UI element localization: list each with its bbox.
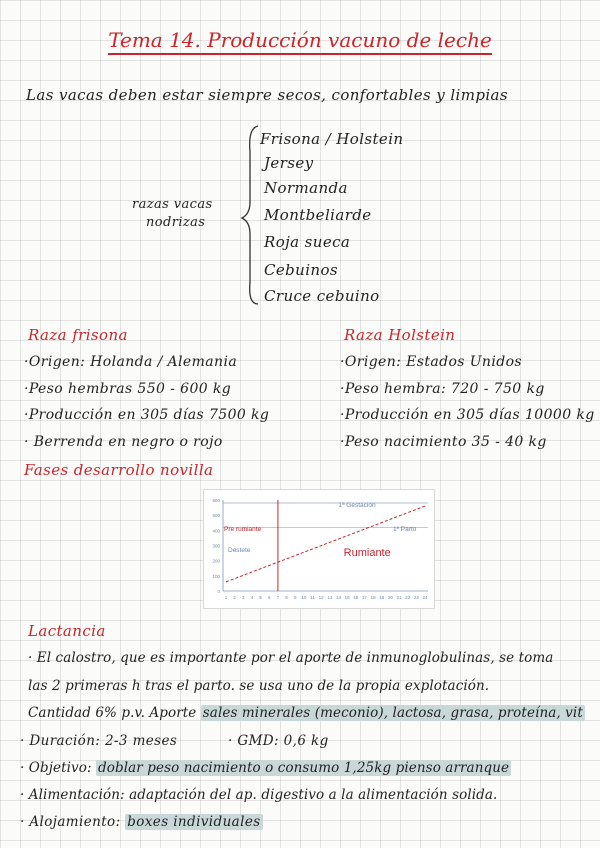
x-tick-label: 14 xyxy=(335,595,341,600)
holstein-item: ·Peso hembra: 720 - 750 kg xyxy=(340,381,545,397)
breeds-label-1: razas vacas xyxy=(132,197,213,212)
aporte-highlight: sales minerales (meconio), lactosa, grasa, proteína, vit xyxy=(202,705,583,721)
label-pre-rumiante: Pre rumiante xyxy=(224,526,262,534)
x-tick-label: 18 xyxy=(370,595,376,600)
x-tick-label: 3 xyxy=(242,595,245,600)
breed-item: Jersey xyxy=(264,154,314,172)
lactancia-line-3 xyxy=(28,705,585,721)
x-tick-label: 5 xyxy=(259,595,262,600)
frisona-item: · Berrenda en negro o rojo xyxy=(24,434,223,450)
x-tick-label: 7 xyxy=(276,595,280,600)
breed-item: Cruce cebuino xyxy=(264,287,380,305)
breed-item: Roja sueca xyxy=(264,233,351,251)
page-title xyxy=(0,28,600,52)
x-tick-label: 16 xyxy=(353,595,359,600)
x-tick-label: 11 xyxy=(310,595,315,600)
label-rumiante: Rumiante xyxy=(343,547,391,560)
y-tick-label: 400 xyxy=(212,528,220,534)
x-tick-label: 15 xyxy=(344,595,350,600)
frisona-heading: Raza frisona xyxy=(28,326,128,344)
alojamiento-label: · Alojamiento: xyxy=(20,814,121,830)
gmd-text: · GMD: 0,6 kg xyxy=(228,733,329,749)
x-tick-label: 6 xyxy=(268,595,271,600)
x-tick-label: 1 xyxy=(224,595,228,600)
breed-item: Normanda xyxy=(264,179,348,197)
frisona-item: ·Producción en 305 días 7500 kg xyxy=(24,407,270,423)
x-tick-label: 10 xyxy=(301,595,307,600)
cantidad-text: Cantidad 6% p.v. Aporte xyxy=(28,705,197,721)
y-tick-label: 300 xyxy=(212,543,220,549)
breed-item: Frisona / Holstein xyxy=(260,130,404,148)
y-tick-label: 100 xyxy=(212,573,220,579)
breed-item: Cebuinos xyxy=(264,261,339,279)
x-tick-label: 21 xyxy=(396,595,402,600)
x-tick-label: 4 xyxy=(250,595,254,600)
label-parto: 1ª Parto xyxy=(392,526,417,534)
series-line xyxy=(226,506,425,582)
x-tick-label: 20 xyxy=(387,595,393,600)
breeds-label-2: nodrizas xyxy=(146,215,206,230)
objetivo-highlight: doblar peso nacimiento o consumo 1,25kg pienso arranque xyxy=(98,760,510,776)
brace-icon xyxy=(238,122,262,308)
y-tick-label: 0 xyxy=(217,589,220,594)
x-tick-label: 2 xyxy=(233,595,236,600)
frisona-item: ·Origen: Holanda / Alemania xyxy=(24,354,238,370)
lactancia-heading: Lactancia xyxy=(28,622,106,640)
holstein-item: ·Origen: Estados Unidos xyxy=(340,354,522,370)
x-tick-label: 23 xyxy=(413,595,419,600)
objetivo-line xyxy=(20,760,511,776)
alojamiento-highlight: boxes individuales xyxy=(127,814,261,830)
holstein-item: ·Peso nacimiento 35 - 40 kg xyxy=(340,434,547,450)
frisona-item: ·Peso hembras 550 - 600 kg xyxy=(24,381,232,397)
y-tick-label: 200 xyxy=(212,558,220,564)
x-tick-label: 24 xyxy=(422,595,428,600)
label-gestacion: 1ª Gestación xyxy=(338,501,376,509)
lactancia-line-1: · El calostro, que es importante por el aporte de inmunoglobulinas, se toma xyxy=(28,650,554,666)
lactancia-line-2: las 2 primeras h tras el parto. se usa uno de la propia explotación. xyxy=(28,678,490,694)
y-tick-label: 600 xyxy=(212,498,220,503)
intro-text: Las vacas deben estar siempre secos, confortables y limpias xyxy=(26,86,508,104)
growth-chart xyxy=(203,489,435,609)
holstein-heading: Raza Holstein xyxy=(344,326,456,344)
growth-chart-svg xyxy=(204,490,434,608)
x-tick-label: 17 xyxy=(361,595,367,600)
x-tick-label: 9 xyxy=(293,595,297,600)
alimentacion-text: · Alimentación: adaptación del ap. digestivo a la alimentación solida. xyxy=(20,787,498,803)
x-tick-label: 22 xyxy=(405,595,411,600)
x-tick-label: 13 xyxy=(327,595,333,600)
y-tick-label: 500 xyxy=(212,513,220,519)
fases-heading: Fases desarrollo novilla xyxy=(24,461,214,479)
label-destete: Destete xyxy=(228,546,251,554)
x-tick-label: 19 xyxy=(379,595,385,600)
alojamiento-line xyxy=(20,814,263,830)
objetivo-label: · Objetivo: xyxy=(20,760,92,776)
x-tick-label: 12 xyxy=(318,595,324,600)
x-tick-label: 8 xyxy=(285,595,288,600)
breed-item: Montbeliarde xyxy=(264,206,372,224)
duracion-text: · Duración: 2-3 meses xyxy=(20,733,178,749)
holstein-item: ·Producción en 305 días 10000 kg xyxy=(340,407,595,423)
title-text: Tema 14. Producción vacuno de leche xyxy=(108,28,492,55)
